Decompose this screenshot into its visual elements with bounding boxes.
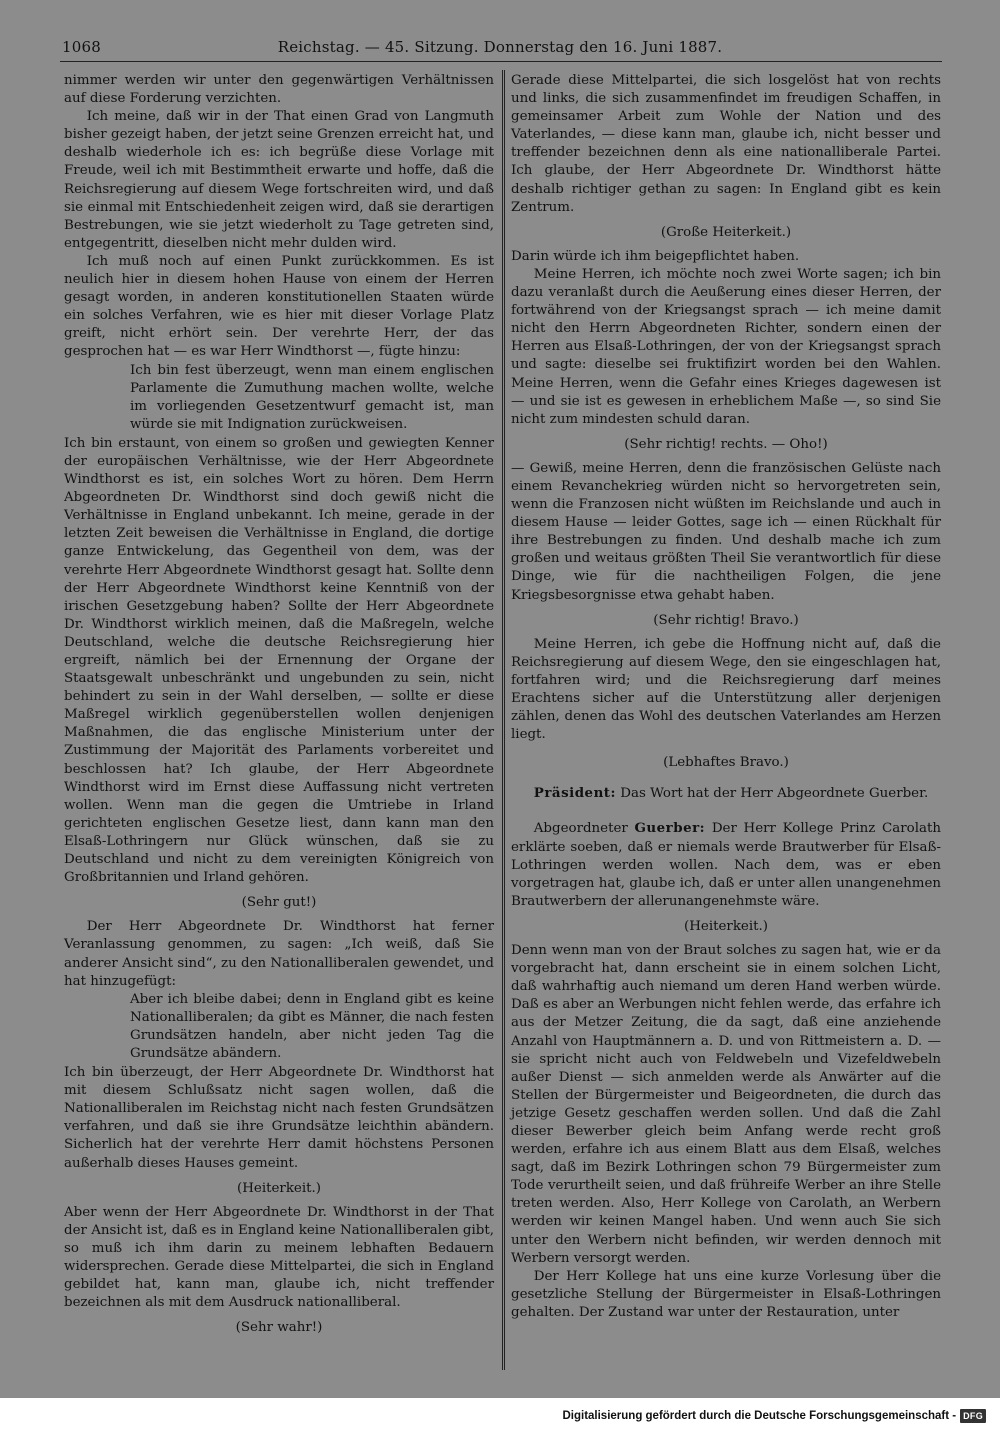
president-statement [511, 784, 941, 803]
paragraph: Meine Herren, ich gebe die Hoffnung nicht auf, daß die Reichsregierung auf diesem Wege, den sie eingeschlagen hat, fortfahren wird; und die Reichsregierung darf meines Erachtens sicher auf die Unterstützung aller derjenigen zählen, denen das Wohl des deutschen Vaterlandes am Herzen liegt. [511, 636, 941, 743]
reaction: (Sehr richtig! Bravo.) [653, 612, 799, 628]
speaker-prefix: Abgeordneter [533, 821, 628, 837]
paragraph: Ich muß noch auf einen Punkt zurückkommen. Es ist neulich hier in diesem hohen Hause von einem der Herren gesagt worden, in anderen konstitutionellen Staaten würde ein solches Verfahren, wie es hier mit dieser Vorlage Platz greift, nicht erhört sein. Der verehrte Herr, der das gesprochen hat — es war Herr Windthorst —, fügte hinzu: [64, 253, 494, 360]
reaction: (Sehr richtig! rechts. — Oho!) [624, 436, 828, 452]
digitization-footer [562, 1409, 986, 1423]
dfg-logo: DFG [960, 1409, 986, 1423]
paragraph: Aber wenn der Herr Abgeordnete Dr. Windthorst in der That der Ansicht ist, daß es in England keine Nationalliberalen gibt, so muß ich ihm darin zu meinem lebhaften Bedauern widersprechen. Gerade diese Mittelpartei, die sich in England gebildet hat, kann man, glaube ich, nicht treffender bezeichnen als mit dem Ausdruck nationalliberal. [64, 1204, 494, 1311]
footer-credit: Digitalisierung gefördert durch die Deutsche Forschungsgemeinschaft - [562, 1410, 957, 1422]
right-column [511, 72, 941, 1322]
block-quote: Aber ich bleibe dabei; denn in England gibt es keine Nationalliberalen; da gibt es Männer, die nach festen Grundsätzen handeln, aber nicht jeden Tag die Grundsätze abändern. [130, 991, 494, 1061]
paragraph: Ich bin erstaunt, von einem so großen und gewiegten Kenner der europäischen Verhältnisse, wie der Herr Abgeordnete Windthorst es ist, ein solches Wort zu hören. Dem Herrn Abgeordneten Dr. Windthorst sind doch gewiß nicht die Verhältnisse in England unbekannt. Ich meine, gerade in der letzten Zeit beweisen die Verhältnisse in England, die dortige ganze Entwickelung, das Gegentheil von dem, was der verehrte Herr Abgeordnete Windthorst gesagt hat. Sollte denn der Herr Abgeordnete Windthorst keine Kenntniß von der irischen Gesetzgebung haben? Sollte der Herr Abgeordnete Dr. Windthorst wirklich meinen, daß die Maßregeln, welche Deutschland, welche die deutsche Reichsregierung hier ergreift, nämlich bei der Ernennung der Organe der Staatsgewalt unbeschränkt und ungebunden zu sein, nicht behindert zu sein in der Wahl derselben, — sollte er diese Maßregel wirklich gegenüberstellen wollen denjenigen Maßnahmen, die das englische Ministerium unter der Zustimmung der Majorität des Parlaments vorbereitet und beschlossen hat? Ich glaube, der Herr Abgeordnete Windthorst wird im Ernst diese Auffassung nicht vertreten wollen. Wenn man die gegen die Umtriebe in Irland gerichteten englischen Gesetze liest, dann kann man den Elsaß-Lothringern nur Glück wünschen, daß sie zu Deutschland und nicht zu dem vereinigten Königreich von Großbritannien und Irland gehören. [64, 435, 494, 886]
header-rule [60, 61, 942, 62]
reaction: (Sehr wahr!) [235, 1320, 323, 1336]
running-head: Reichstag. — 45. Sitzung. Donnerstag den 16. Juni 1887. [277, 38, 723, 56]
block-quote: Ich bin fest überzeugt, wenn man einem englischen Parlamente die Zumuthung machen wollte, welche im vorliegenden Gesetzentwurf gemacht ist, man würde sie mit Indignation zurückweisen. [130, 362, 494, 432]
paragraph: Ich bin überzeugt, der Herr Abgeordnete Dr. Windthorst hat mit diesem Schlußsatz nicht sagen wollen, daß die Nationalliberalen im Reichstag nicht nach festen Grundsätzen verfahren, und daß sie ihre Grundsätze leichthin abändern. Sicherlich hat der verehrte Herr damit höchstens Personen außerhalb dieses Hauses gemeint. [64, 1065, 494, 1171]
paragraph: Denn wenn man von der Braut solches zu sagen hat, wie er da vorgebracht hat, dann erscheint sie in einem solchen Licht, daß wahrhaftig auch niemand um deren Hand werben würde. Daß es aber an Werbungen nicht fehlen werde, das erfahre ich aus der Metzer Zeitung, die da sagt, daß eine anziehende Anzahl von Hauptmännern a. D. und von Rittmeistern a. D. — sie spricht nicht auch von Feldwebeln und Vizefeldwebeln außer Dienst — sich anmelden werde als Anwärter auf die Stellen der Bürgermeister und Beigeordneten, die durch das jetzige Gesetz geschaffen werden sollen. Und daß die Zahl dieser Bewerber gleich beim Anfang werde recht groß werden, erfahre ich aus einem Blatt aus dem Elsaß, welches sagt, daß im Bezirk Lothringen schon 79 Bürgermeister zum Tode verurtheilt seien, und daß frühreife Werber an ihre Stelle treten werden. Also, Herr Kollege von Carolath, an Werbern werden wir keinen Mangel haben. Und wenn auch Sie sich unter den Werbern nicht befinden, wir werden dennoch mit Werbern versorgt werden. [511, 943, 941, 1266]
paragraph: Darin würde ich ihm beigepflichtet haben. [511, 248, 800, 264]
paragraph: Ich meine, daß wir in der That einen Grad von Langmuth bisher gezeigt haben, der jetzt seine Grenzen erreicht hat, und deshalb wiederhole ich es: ich begrüße diese Vorlage mit Freude, weil ich mit Bestimmtheit erwarte und hoffe, daß die Reichsregierung auf diesem Wege fortschreiten wird, und daß sie einmal mit Entschiedenheit zeigen wird, daß sie derartigen Bestrebungen, wie sie jetzt wiederholt zu Tage getreten sind, entgegentritt, dieselben nicht mehr dulden wird. [64, 109, 494, 251]
left-column [64, 72, 494, 1343]
paragraph: Der Herr Kollege hat uns eine kurze Vorlesung über die gesetzliche Stellung der Bürgermeister in Elsaß-Lothringen gehalten. Der Zustand war unter der Restauration, unter [511, 1268, 941, 1320]
paragraph: Der Herr Abgeordnete Dr. Windthorst hat ferner Veranlassung genommen, zu sagen: „Ich weiß, daß Sie anderer Ansicht sind“, zu den Nationalliberalen gewendet, und hat hinzugefügt: [64, 919, 494, 989]
speaker-text: Der Herr Kollege Prinz Carolath erklärte soeben, daß er niemals werde Brautwerber für Elsaß-Lothringen werden wollen. Nach dem, was er eben vorgetragen hat, glaube ich, daß er unter allen unangenehmen Brautwerbern der allerunangenehmste wäre. [511, 821, 941, 909]
speaker-statement [511, 819, 941, 910]
reaction: (Heiterkeit.) [237, 1180, 321, 1196]
reaction: (Sehr gut!) [241, 895, 317, 911]
president-text: Das Wort hat der Herr Abgeordnete Guerber. [620, 786, 929, 802]
paragraph: nimmer werden wir unter den gegenwärtigen Verhältnissen auf diese Forderung verzichten. [64, 73, 494, 107]
reaction: (Lebhaftes Bravo.) [663, 755, 789, 771]
speaker-name: Guerber: [634, 820, 706, 837]
column-divider [502, 70, 505, 1370]
page-header [62, 34, 938, 58]
paragraph: Gerade diese Mittelpartei, die sich losgelöst hat von rechts und links, die sich zusammenfindet im freudigen Schaffen, in gemeinsamer Arbeit zum Wohle der Nation und des Vaterlandes, — diese kann man, glaube ich, nicht besser und treffender bezeichnen denn als eine nationalliberale Partei. Ich glaube, der Herr Abgeordnete Dr. Windthorst hätte deshalb richtiger gethan zu sagen: In England gibt es kein Zentrum. [511, 73, 941, 215]
president-label: Präsident: [533, 785, 616, 802]
page-number: 1068 [62, 38, 101, 56]
paragraph: Meine Herren, ich möchte noch zwei Worte sagen; ich bin dazu veranlaßt durch die Aeußerung eines dieser Herren, der fortwährend von der Kriegsangst sprach — ich meine damit nicht den Herrn Abgeordneten Richter, sondern einen der Herren aus Elsaß-Lothringen, der von der Kriegsangst sprach und sagte: dieselbe sei fruktifizirt worden bei den Wahlen. Meine Herren, wenn die Gefahr eines Krieges dagewesen ist — und sie ist es gewesen in erheblichem Maße —, so sind Sie nicht zum mindesten schuld daran. [511, 266, 941, 427]
reaction: (Heiterkeit.) [684, 918, 768, 934]
paragraph: — Gewiß, meine Herren, denn die französischen Gelüste nach einem Revanchekrieg würden nicht so hervorgetreten sein, wenn die Franzosen nicht wüßten im Reichslande und auch in diesem Hause — leider Gottes, sage ich — einen Rückhalt für ihre Bestrebungen zu finden. Und deshalb mache ich zum großen und weitaus größten Theil Sie verantwortlich für diese Dinge, wie für die nachtheiligen Folgen, die jene Kriegsbesorgnisse etwa gehabt haben. [511, 460, 941, 603]
reaction: (Große Heiterkeit.) [660, 224, 792, 240]
